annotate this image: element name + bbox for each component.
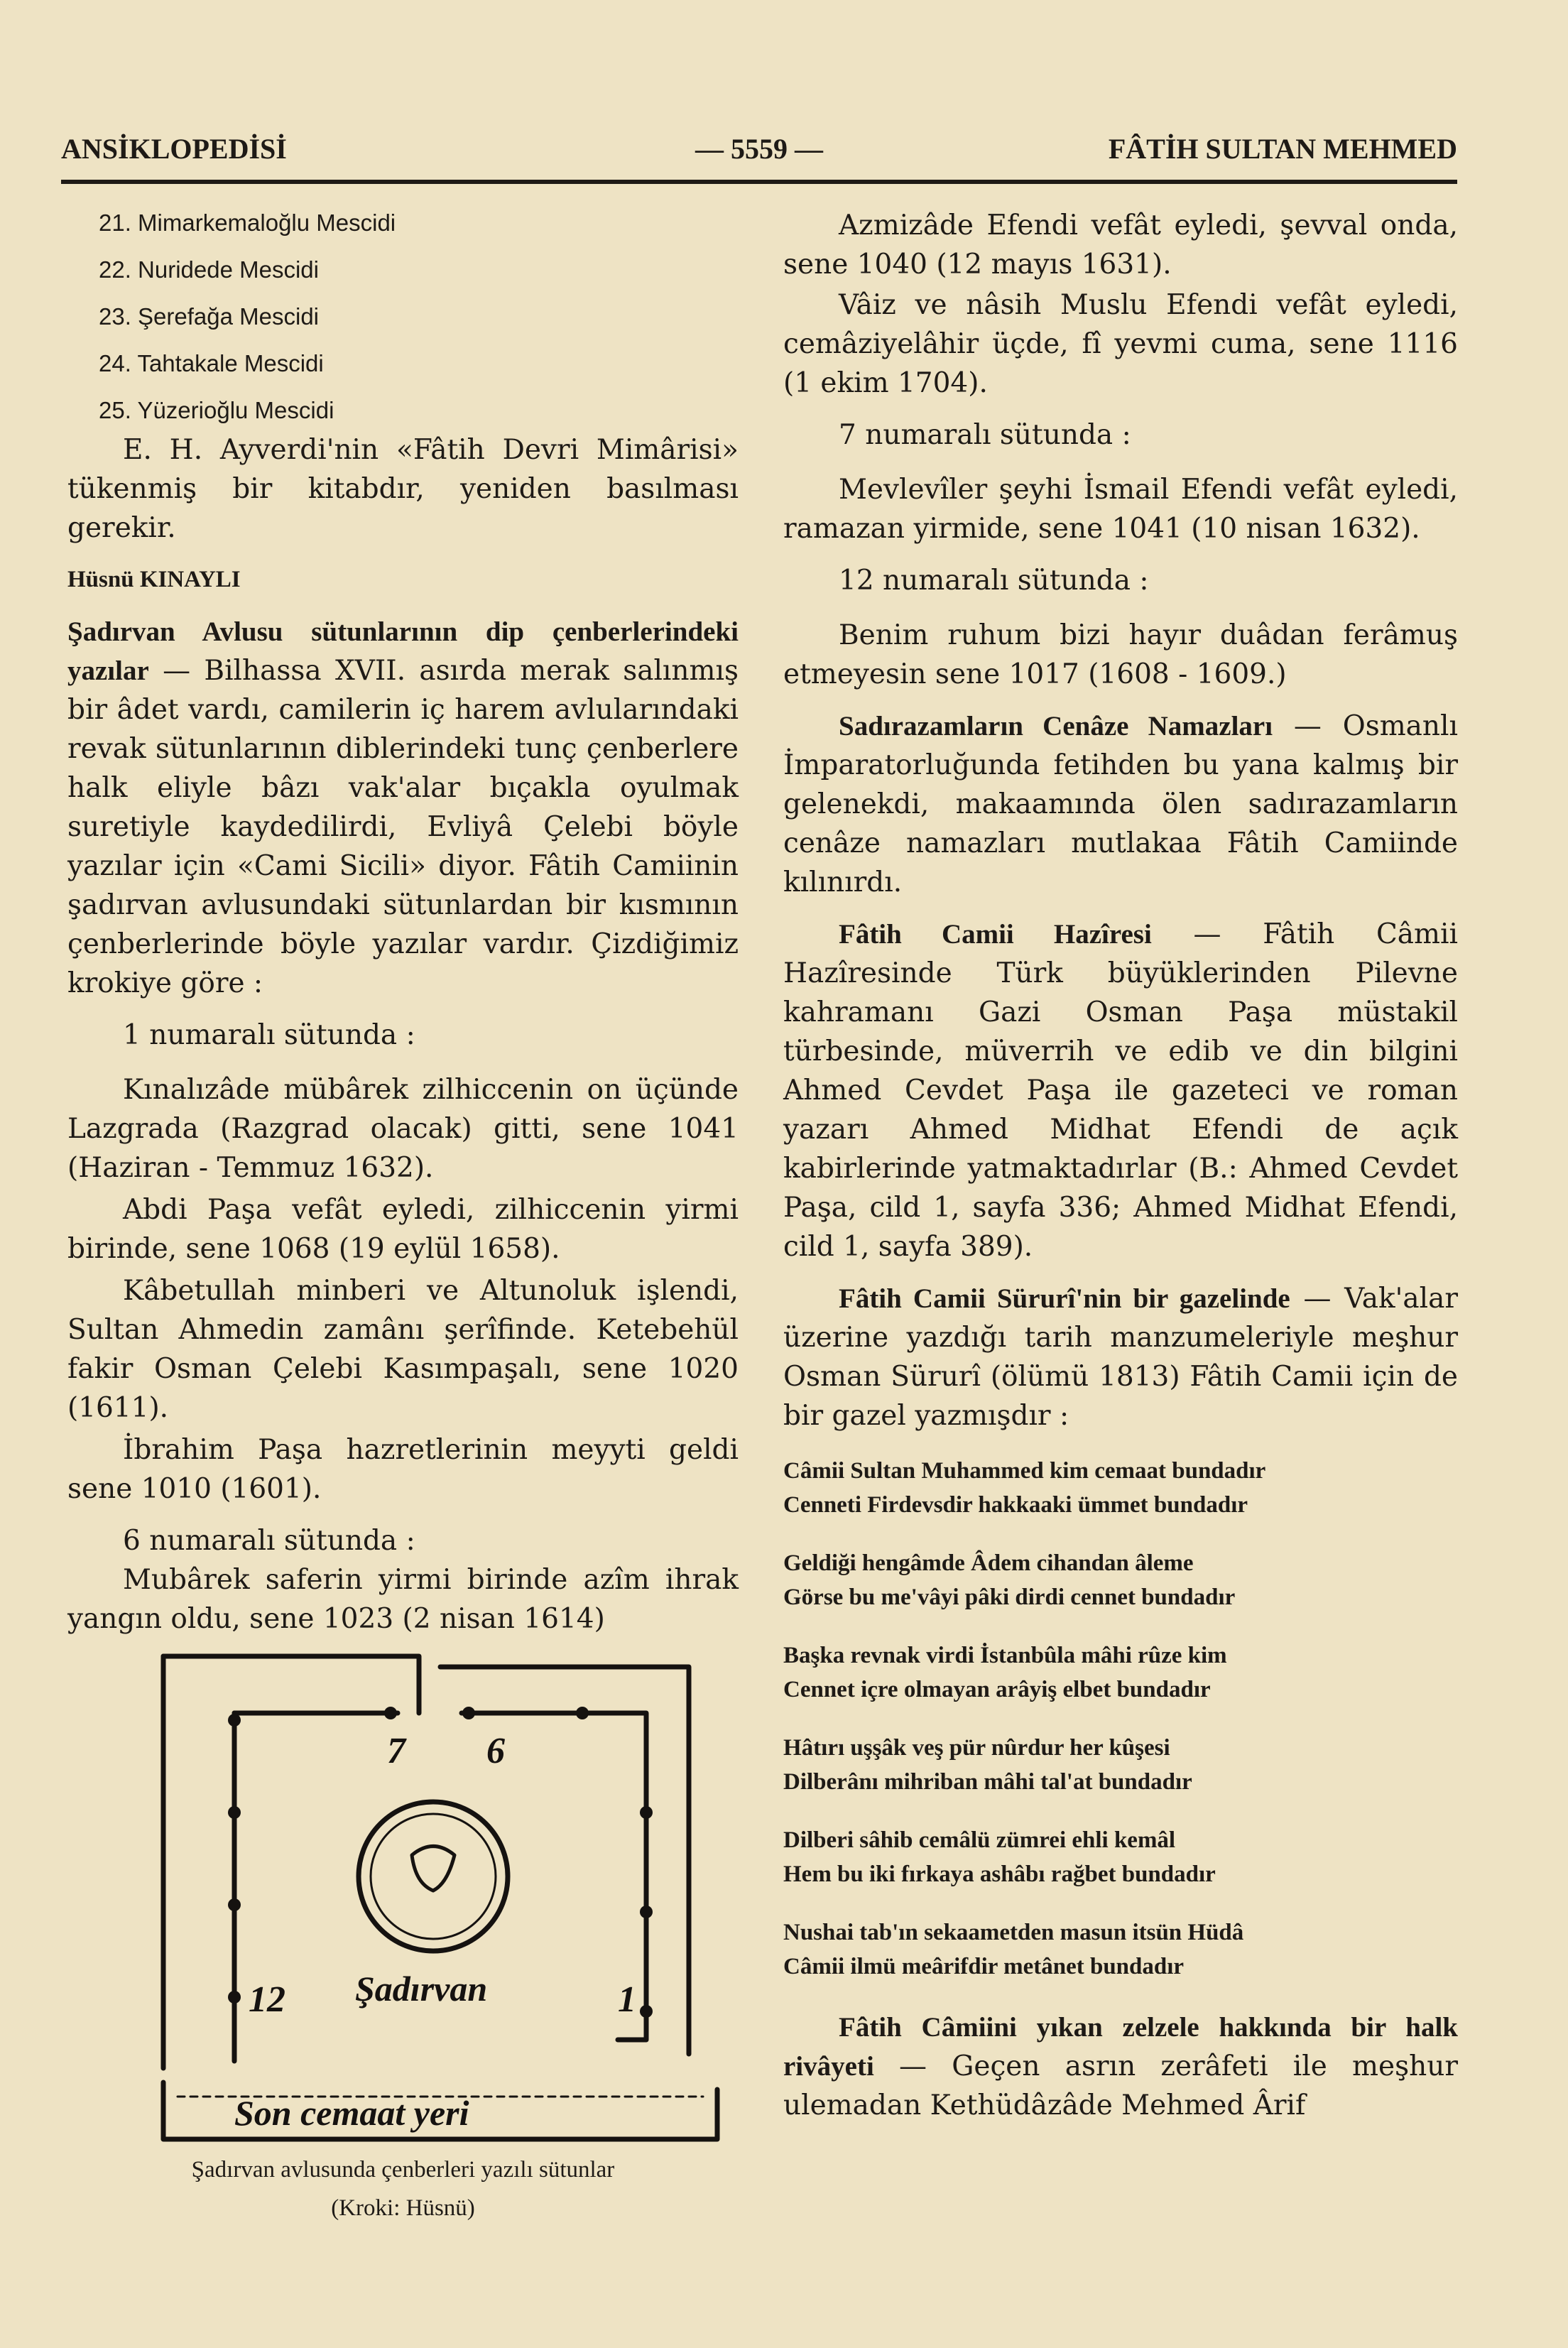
column-heading: 6 numaralı sütunda : bbox=[123, 1525, 415, 1557]
poem-line: Geldiği hengâmde Âdem cihandan âleme bbox=[783, 1550, 1194, 1576]
section-title: Şadırvan Avlusu sütunlarının dip çenberlerindeki yazılar bbox=[67, 616, 739, 686]
sketch-label-12: 12 bbox=[249, 1979, 285, 2020]
section-title: Fâtih Câmiini yıkan zelzele hakkında bir halk rivâyeti bbox=[783, 2012, 1458, 2082]
poem-couplet bbox=[783, 1454, 1458, 1522]
list-item: 21. Mimarkemaloğlu Mescidi bbox=[99, 210, 396, 236]
poem-couplet bbox=[783, 1915, 1458, 1984]
section-sadirvan bbox=[67, 612, 739, 1003]
list-item: 23. Şerefağa Mescidi bbox=[99, 303, 320, 330]
section-title: Sadırazamların Cenâze Namazları bbox=[839, 711, 1273, 741]
poem-line: Hem bu iki fırkaya ashâbı rağbet bundadır bbox=[783, 1861, 1216, 1887]
section-body: — Bilhassa XVII. asırda merak salınmış bir âdet vardı, camilerin iç harem avlularındaki revak sütunlarının diblerindeki tunç çenberlere halk eliyle bâzı vak'alar bıçakla oyulmak suretiyle kaydedilirdi, Evliyâ Çelebi böyle yazılar için «Cami Sicili» diyor. Fâtih Camiinin şadırvan avlusundaki sütunlardan bir kısmının çenberlerinde böyle yazılar vardır. Çizdiğimiz krokiye göre : bbox=[67, 655, 739, 999]
poem-line: Câmii ilmü meârifdir metânet bundadır bbox=[783, 1954, 1185, 1979]
section-zelzele bbox=[783, 2008, 1458, 2125]
list-item: 24. Tahtakale Mescidi bbox=[99, 350, 324, 376]
column-heading: 7 numaralı sütunda : bbox=[839, 419, 1131, 451]
section-hazire bbox=[783, 915, 1458, 1266]
sketch-label-6: 6 bbox=[486, 1731, 505, 1771]
section-sadrazam bbox=[783, 707, 1458, 902]
paragraph: Mevlevîler şeyhi İsmail Efendi vefât eyledi, ramazan yirmide, sene 1041 (10 nisan 1632). bbox=[783, 474, 1458, 545]
sketch-label-1: 1 bbox=[618, 1979, 636, 2020]
sketch-label-cemaat: Son cemaat yeri bbox=[234, 2093, 469, 2133]
poem-line: Dilberi sâhib cemâlü zümrei ehli kemâl bbox=[783, 1827, 1176, 1853]
poem-couplet bbox=[783, 1731, 1458, 1799]
column-heading: 1 numaralı sütunda : bbox=[123, 1019, 415, 1051]
poem-line: Nushai tab'ın sekaametden masun itsün Hüdâ bbox=[783, 1920, 1244, 1945]
poem-line: Başka revnak virdi İstanbûla mâhi rûze kim bbox=[783, 1643, 1227, 1668]
poem-couplet bbox=[783, 1638, 1458, 1707]
section-body: — Fâtih Câmii Hazîresinde Türk büyüklerinden Pilevne kahramanı Gazi Osman Paşa müstakil türbesinde, müverrih ve edib ve din bilgini Ahmed Cevdet Paşa ile gazeteci ve roman yazarı Ahmed Midhat Efendi de açık kabirlerinde yatmaktadırlar (B.: Ahmed Cevdet Paşa, cild 1, sayfa 336; Ahmed Midhat Efendi, cild 1, sayfa 389). bbox=[783, 918, 1458, 1263]
author-signature: Hüsnü KINAYLI bbox=[67, 567, 241, 592]
right-column bbox=[783, 206, 1458, 2138]
section-sururi bbox=[783, 1279, 1458, 1435]
list-item: 25. Yüzerioğlu Mescidi bbox=[99, 397, 334, 423]
paragraph: Mubârek saferin yirmi birinde azîm ihrak yangın oldu, sene 1023 (2 nisan 1614) bbox=[67, 1564, 739, 1635]
column-heading: 12 numaralı sütunda : bbox=[839, 565, 1149, 597]
header-encyclopedia-title: ANSİKLOPEDİSİ bbox=[61, 133, 287, 165]
paragraph: Azmizâde Efendi vefât eyledi, şevval onda, sene 1040 (12 mayıs 1631). bbox=[783, 210, 1458, 281]
poem-line: Görse bu me'vâyi pâki dirdi cennet bundadır bbox=[783, 1585, 1236, 1610]
section-body: — Vak'alar üzerine yazdığı tarih manzumeleriyle meşhur Osman Sürurî (ölümü 1813) Fâtih Camii için de bir gazel yazmışdır : bbox=[783, 1283, 1458, 1432]
header-article-title: FÂTİH SULTAN MEHMED bbox=[1108, 133, 1457, 165]
poem-line: Cenneti Firdevsdir hakkaaki ümmet bundadır bbox=[783, 1492, 1248, 1518]
paragraph: İbrahim Paşa hazretlerinin meyyti geldi sene 1010 (1601). bbox=[67, 1434, 739, 1505]
poem-couplet bbox=[783, 1546, 1458, 1614]
section-title: Fâtih Camii Sürurî'nin bir gazelinde bbox=[839, 1283, 1290, 1314]
header-rule bbox=[61, 180, 1457, 184]
sketch-label-7: 7 bbox=[387, 1731, 405, 1771]
sketch-label-sadirvan: Şadırvan bbox=[355, 1969, 488, 2009]
poem-couplet bbox=[783, 1823, 1458, 1891]
paragraph-ayverdi: E. H. Ayverdi'nin «Fâtih Devri Mimârisi» tükenmiş bir kitabdır, yeniden basılması gerekir. bbox=[67, 434, 739, 544]
gazel-poem bbox=[783, 1454, 1458, 1984]
poem-line: Dilberânı mihriban mâhi tal'at bundadır bbox=[783, 1769, 1192, 1795]
paragraph: Benim ruhum bizi hayır duâdan ferâmuş etmeyesin sene 1017 (1608 - 1609.) bbox=[783, 619, 1458, 690]
list-item: 22. Nuridede Mescidi bbox=[99, 256, 319, 283]
paragraph: Abdi Paşa vefât eyledi, zilhiccenin yirmi birinde, sene 1068 (19 eylül 1658). bbox=[67, 1194, 739, 1265]
page-header bbox=[61, 132, 1457, 175]
sketch-caption bbox=[67, 2151, 739, 2227]
caption-line: Şadırvan avlusunda çenberleri yazılı sütunlar bbox=[191, 2157, 615, 2183]
paragraph: Vâiz ve nâsih Muslu Efendi vefât eyledi, cemâziyelâhir üçde, fî yevmi cuma, sene 1116 (1 ekim 1704). bbox=[783, 289, 1458, 399]
courtyard-sketch bbox=[149, 1642, 731, 2161]
header-page-number: — 5559 — bbox=[695, 133, 823, 165]
paragraph: Kâbetullah minberi ve Altunoluk işlendi, Sultan Ahmedin zamânı şerîfinde. Ketebehül fakir Osman Çelebi Kasımpaşalı, sene 1020 (1611). bbox=[67, 1275, 739, 1424]
section-title: Fâtih Camii Hazîresi bbox=[839, 919, 1152, 950]
section-body: — Osmanlı İmparatorluğunda fetihden bu yana kalmış bir gelenekdi, makaamında ölen sadırazamların cenâze namazları mutlakaa Fâtih Camiinde kılınırdı. bbox=[783, 710, 1458, 898]
poem-line: Hâtırı uşşâk veş pür nûrdur her kûşesi bbox=[783, 1735, 1170, 1761]
section-body: — Geçen asrın zerâfeti ile meşhur ulemadan Kethüdâzâde Mehmed Ârif bbox=[783, 2050, 1458, 2121]
poem-line: Cennet içre olmayan arâyiş elbet bundadır bbox=[783, 1677, 1211, 1702]
poem-line: Câmii Sultan Muhammed kim cemaat bundadır bbox=[783, 1458, 1266, 1484]
paragraph: Kınalızâde mübârek zilhiccenin on üçünde Lazgrada (Razgrad olacak) gitti, sene 1041 (Haziran - Temmuz 1632). bbox=[67, 1074, 739, 1184]
left-column bbox=[67, 206, 739, 1651]
caption-credit: (Kroki: Hüsnü) bbox=[331, 2195, 475, 2221]
